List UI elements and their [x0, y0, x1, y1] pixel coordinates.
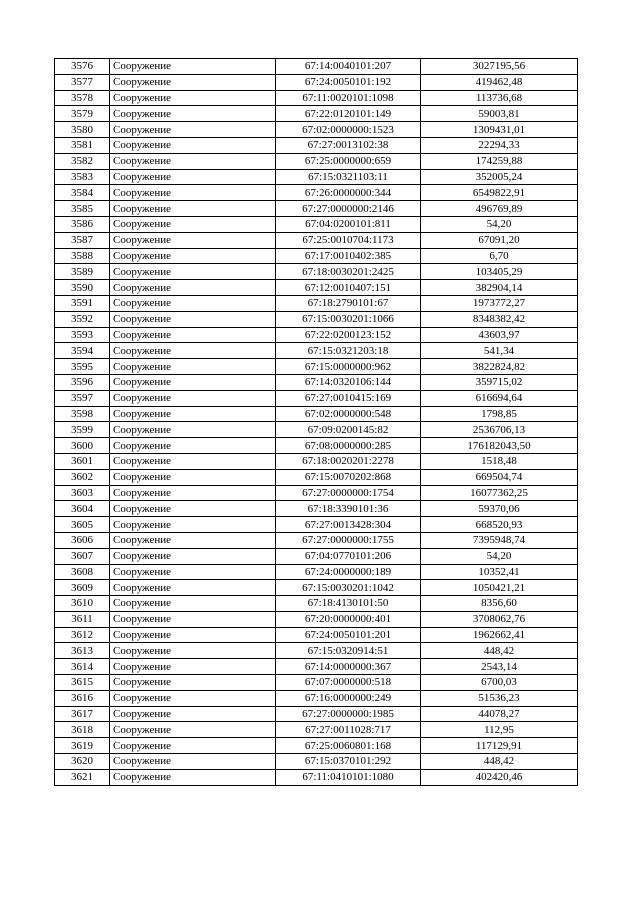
table-row: [55, 374, 578, 390]
row-number-cell: 3612: [55, 627, 110, 643]
cadastral-value-cell: 616694,64: [421, 390, 578, 406]
cadastral-number-cell: 67:27:0011028:717: [276, 722, 421, 738]
property-registry-table: [54, 58, 578, 786]
cadastral-number-cell: 67:11:0020101:1098: [276, 90, 421, 106]
cadastral-value-cell: 1309431,01: [421, 122, 578, 138]
table-row: [55, 469, 578, 485]
table-row: [55, 106, 578, 122]
cadastral-value-cell: 174259,88: [421, 153, 578, 169]
object-type-cell: Сооружение: [110, 311, 276, 327]
cadastral-value-cell: 16077362,25: [421, 485, 578, 501]
object-type-cell: Сооружение: [110, 643, 276, 659]
cadastral-number-cell: 67:27:0000000:1755: [276, 532, 421, 548]
object-type-cell: Сооружение: [110, 722, 276, 738]
object-type-cell: Сооружение: [110, 438, 276, 454]
table-row: [55, 406, 578, 422]
table-row: [55, 185, 578, 201]
row-number-cell: 3617: [55, 706, 110, 722]
cadastral-value-cell: 176182043,50: [421, 438, 578, 454]
object-type-cell: Сооружение: [110, 201, 276, 217]
table-row: [55, 627, 578, 643]
table-row: [55, 122, 578, 138]
row-number-cell: 3596: [55, 374, 110, 390]
object-type-cell: Сооружение: [110, 90, 276, 106]
cadastral-value-cell: 103405,29: [421, 264, 578, 280]
cadastral-value-cell: 541,34: [421, 343, 578, 359]
table-row: [55, 738, 578, 754]
object-type-cell: Сооружение: [110, 169, 276, 185]
cadastral-number-cell: 67:15:0370101:292: [276, 754, 421, 770]
table-row: [55, 580, 578, 596]
row-number-cell: 3594: [55, 343, 110, 359]
object-type-cell: Сооружение: [110, 532, 276, 548]
object-type-cell: Сооружение: [110, 327, 276, 343]
row-number-cell: 3599: [55, 422, 110, 438]
table-row: [55, 327, 578, 343]
row-number-cell: 3587: [55, 232, 110, 248]
object-type-cell: Сооружение: [110, 280, 276, 296]
object-type-cell: Сооружение: [110, 295, 276, 311]
cadastral-value-cell: 402420,46: [421, 769, 578, 785]
table-row: [55, 422, 578, 438]
table-row: [55, 659, 578, 675]
object-type-cell: Сооружение: [110, 659, 276, 675]
table-row: [55, 690, 578, 706]
row-number-cell: 3603: [55, 485, 110, 501]
row-number-cell: 3598: [55, 406, 110, 422]
table-row: [55, 264, 578, 280]
row-number-cell: 3591: [55, 295, 110, 311]
cadastral-value-cell: 3708062,76: [421, 611, 578, 627]
cadastral-number-cell: 67:04:0200101:811: [276, 216, 421, 232]
row-number-cell: 3620: [55, 754, 110, 770]
row-number-cell: 3609: [55, 580, 110, 596]
object-type-cell: Сооружение: [110, 627, 276, 643]
object-type-cell: Сооружение: [110, 248, 276, 264]
cadastral-value-cell: 668520,93: [421, 517, 578, 533]
object-type-cell: Сооружение: [110, 153, 276, 169]
table-row: [55, 706, 578, 722]
table-row: [55, 232, 578, 248]
cadastral-value-cell: 2543,14: [421, 659, 578, 675]
row-number-cell: 3588: [55, 248, 110, 264]
cadastral-value-cell: 7395948,74: [421, 532, 578, 548]
row-number-cell: 3577: [55, 74, 110, 90]
cadastral-number-cell: 67:15:0030201:1066: [276, 311, 421, 327]
row-number-cell: 3580: [55, 122, 110, 138]
cadastral-value-cell: 382904,14: [421, 280, 578, 296]
cadastral-value-cell: 3822824,82: [421, 359, 578, 375]
cadastral-value-cell: 10352,41: [421, 564, 578, 580]
object-type-cell: Сооружение: [110, 390, 276, 406]
row-number-cell: 3593: [55, 327, 110, 343]
table-row: [55, 675, 578, 691]
cadastral-value-cell: 112,95: [421, 722, 578, 738]
row-number-cell: 3605: [55, 517, 110, 533]
table-row: [55, 722, 578, 738]
cadastral-value-cell: 359715,02: [421, 374, 578, 390]
object-type-cell: Сооружение: [110, 453, 276, 469]
row-number-cell: 3621: [55, 769, 110, 785]
table-row: [55, 280, 578, 296]
cadastral-number-cell: 67:14:0320106:144: [276, 374, 421, 390]
cadastral-number-cell: 67:14:0040101:207: [276, 59, 421, 75]
cadastral-number-cell: 67:02:0000000:548: [276, 406, 421, 422]
table-row: [55, 390, 578, 406]
row-number-cell: 3611: [55, 611, 110, 627]
row-number-cell: 3606: [55, 532, 110, 548]
cadastral-number-cell: 67:17:0010402:385: [276, 248, 421, 264]
cadastral-number-cell: 67:27:0000000:1985: [276, 706, 421, 722]
row-number-cell: 3585: [55, 201, 110, 217]
row-number-cell: 3592: [55, 311, 110, 327]
object-type-cell: Сооружение: [110, 754, 276, 770]
object-type-cell: Сооружение: [110, 675, 276, 691]
table-row: [55, 769, 578, 785]
cadastral-value-cell: 6549822,91: [421, 185, 578, 201]
object-type-cell: Сооружение: [110, 580, 276, 596]
row-number-cell: 3586: [55, 216, 110, 232]
cadastral-number-cell: 67:27:0013102:38: [276, 137, 421, 153]
table-row: [55, 295, 578, 311]
cadastral-value-cell: 59370,06: [421, 501, 578, 517]
cadastral-number-cell: 67:24:0050101:201: [276, 627, 421, 643]
table-row: [55, 59, 578, 75]
cadastral-value-cell: 3027195,56: [421, 59, 578, 75]
cadastral-value-cell: 2536706,13: [421, 422, 578, 438]
object-type-cell: Сооружение: [110, 74, 276, 90]
row-number-cell: 3595: [55, 359, 110, 375]
cadastral-value-cell: 496769,89: [421, 201, 578, 217]
table-row: [55, 343, 578, 359]
table-row: [55, 643, 578, 659]
cadastral-value-cell: 8348382,42: [421, 311, 578, 327]
table-row: [55, 169, 578, 185]
row-number-cell: 3613: [55, 643, 110, 659]
cadastral-number-cell: 67:18:4130101:50: [276, 596, 421, 612]
cadastral-number-cell: 67:22:0200123:152: [276, 327, 421, 343]
cadastral-number-cell: 67:02:0000000:1523: [276, 122, 421, 138]
cadastral-number-cell: 67:18:0020201:2278: [276, 453, 421, 469]
table-row: [55, 611, 578, 627]
cadastral-number-cell: 67:15:0321203:18: [276, 343, 421, 359]
cadastral-number-cell: 67:18:0030201:2425: [276, 264, 421, 280]
object-type-cell: Сооружение: [110, 264, 276, 280]
table-row: [55, 754, 578, 770]
cadastral-number-cell: 67:24:0000000:189: [276, 564, 421, 580]
table-row: [55, 485, 578, 501]
cadastral-value-cell: 6700,03: [421, 675, 578, 691]
cadastral-number-cell: 67:15:0321103:11: [276, 169, 421, 185]
cadastral-value-cell: 43603,97: [421, 327, 578, 343]
row-number-cell: 3600: [55, 438, 110, 454]
cadastral-number-cell: 67:12:0010407:151: [276, 280, 421, 296]
object-type-cell: Сооружение: [110, 548, 276, 564]
row-number-cell: 3597: [55, 390, 110, 406]
cadastral-value-cell: 6,70: [421, 248, 578, 264]
object-type-cell: Сооружение: [110, 485, 276, 501]
row-number-cell: 3604: [55, 501, 110, 517]
row-number-cell: 3590: [55, 280, 110, 296]
object-type-cell: Сооружение: [110, 738, 276, 754]
object-type-cell: Сооружение: [110, 374, 276, 390]
table-row: [55, 248, 578, 264]
table-row: [55, 153, 578, 169]
cadastral-value-cell: 669504,74: [421, 469, 578, 485]
table-row: [55, 596, 578, 612]
table-row: [55, 90, 578, 106]
registry-table-body: [55, 59, 578, 786]
cadastral-number-cell: 67:14:0000000:367: [276, 659, 421, 675]
cadastral-value-cell: 1518,48: [421, 453, 578, 469]
cadastral-value-cell: 51536,23: [421, 690, 578, 706]
cadastral-value-cell: 1973772,27: [421, 295, 578, 311]
cadastral-number-cell: 67:04:0770101:206: [276, 548, 421, 564]
row-number-cell: 3584: [55, 185, 110, 201]
object-type-cell: Сооружение: [110, 611, 276, 627]
cadastral-value-cell: 67091,20: [421, 232, 578, 248]
cadastral-value-cell: 448,42: [421, 643, 578, 659]
object-type-cell: Сооружение: [110, 517, 276, 533]
cadastral-number-cell: 67:22:0120101:149: [276, 106, 421, 122]
cadastral-number-cell: 67:11:0410101:1080: [276, 769, 421, 785]
object-type-cell: Сооружение: [110, 406, 276, 422]
cadastral-number-cell: 67:20:0000000:401: [276, 611, 421, 627]
table-row: [55, 501, 578, 517]
cadastral-number-cell: 67:15:0000000:962: [276, 359, 421, 375]
row-number-cell: 3578: [55, 90, 110, 106]
cadastral-number-cell: 67:09:0200145:82: [276, 422, 421, 438]
cadastral-value-cell: 22294,33: [421, 137, 578, 153]
table-row: [55, 359, 578, 375]
cadastral-number-cell: 67:27:0010415:169: [276, 390, 421, 406]
table-row: [55, 532, 578, 548]
row-number-cell: 3589: [55, 264, 110, 280]
table-row: [55, 74, 578, 90]
cadastral-number-cell: 67:07:0000000:518: [276, 675, 421, 691]
object-type-cell: Сооружение: [110, 501, 276, 517]
table-row: [55, 216, 578, 232]
cadastral-value-cell: 1050421,21: [421, 580, 578, 596]
row-number-cell: 3619: [55, 738, 110, 754]
object-type-cell: Сооружение: [110, 564, 276, 580]
row-number-cell: 3602: [55, 469, 110, 485]
cadastral-number-cell: 67:24:0050101:192: [276, 74, 421, 90]
row-number-cell: 3618: [55, 722, 110, 738]
cadastral-number-cell: 67:15:0030201:1042: [276, 580, 421, 596]
cadastral-value-cell: 448,42: [421, 754, 578, 770]
object-type-cell: Сооружение: [110, 137, 276, 153]
object-type-cell: Сооружение: [110, 59, 276, 75]
object-type-cell: Сооружение: [110, 185, 276, 201]
cadastral-value-cell: 54,20: [421, 548, 578, 564]
cadastral-number-cell: 67:25:0000000:659: [276, 153, 421, 169]
cadastral-number-cell: 67:27:0013428:304: [276, 517, 421, 533]
cadastral-value-cell: 113736,68: [421, 90, 578, 106]
object-type-cell: Сооружение: [110, 690, 276, 706]
object-type-cell: Сооружение: [110, 769, 276, 785]
object-type-cell: Сооружение: [110, 343, 276, 359]
object-type-cell: Сооружение: [110, 106, 276, 122]
row-number-cell: 3607: [55, 548, 110, 564]
object-type-cell: Сооружение: [110, 359, 276, 375]
table-row: [55, 438, 578, 454]
cadastral-number-cell: 67:15:0320914:51: [276, 643, 421, 659]
row-number-cell: 3583: [55, 169, 110, 185]
table-row: [55, 564, 578, 580]
cadastral-value-cell: 352005,24: [421, 169, 578, 185]
cadastral-number-cell: 67:15:0070202:868: [276, 469, 421, 485]
table-row: [55, 201, 578, 217]
table-row: [55, 548, 578, 564]
cadastral-number-cell: 67:26:0000000:344: [276, 185, 421, 201]
object-type-cell: Сооружение: [110, 122, 276, 138]
cadastral-value-cell: 419462,48: [421, 74, 578, 90]
row-number-cell: 3616: [55, 690, 110, 706]
object-type-cell: Сооружение: [110, 596, 276, 612]
cadastral-number-cell: 67:27:0000000:2146: [276, 201, 421, 217]
cadastral-value-cell: 1798,85: [421, 406, 578, 422]
object-type-cell: Сооружение: [110, 232, 276, 248]
object-type-cell: Сооружение: [110, 422, 276, 438]
cadastral-value-cell: 117129,91: [421, 738, 578, 754]
cadastral-number-cell: 67:18:3390101:36: [276, 501, 421, 517]
cadastral-number-cell: 67:16:0000000:249: [276, 690, 421, 706]
table-row: [55, 311, 578, 327]
cadastral-value-cell: 1962662,41: [421, 627, 578, 643]
table-row: [55, 453, 578, 469]
row-number-cell: 3582: [55, 153, 110, 169]
cadastral-value-cell: 8356,60: [421, 596, 578, 612]
row-number-cell: 3576: [55, 59, 110, 75]
row-number-cell: 3614: [55, 659, 110, 675]
cadastral-number-cell: 67:25:0010704:1173: [276, 232, 421, 248]
cadastral-value-cell: 54,20: [421, 216, 578, 232]
object-type-cell: Сооружение: [110, 216, 276, 232]
row-number-cell: 3615: [55, 675, 110, 691]
row-number-cell: 3579: [55, 106, 110, 122]
row-number-cell: 3610: [55, 596, 110, 612]
cadastral-number-cell: 67:25:0060801:168: [276, 738, 421, 754]
cadastral-number-cell: 67:18:2790101:67: [276, 295, 421, 311]
row-number-cell: 3608: [55, 564, 110, 580]
object-type-cell: Сооружение: [110, 706, 276, 722]
cadastral-number-cell: 67:08:0000000:285: [276, 438, 421, 454]
row-number-cell: 3601: [55, 453, 110, 469]
object-type-cell: Сооружение: [110, 469, 276, 485]
table-row: [55, 517, 578, 533]
table-row: [55, 137, 578, 153]
cadastral-value-cell: 44078,27: [421, 706, 578, 722]
cadastral-number-cell: 67:27:0000000:1754: [276, 485, 421, 501]
cadastral-value-cell: 59003,81: [421, 106, 578, 122]
row-number-cell: 3581: [55, 137, 110, 153]
